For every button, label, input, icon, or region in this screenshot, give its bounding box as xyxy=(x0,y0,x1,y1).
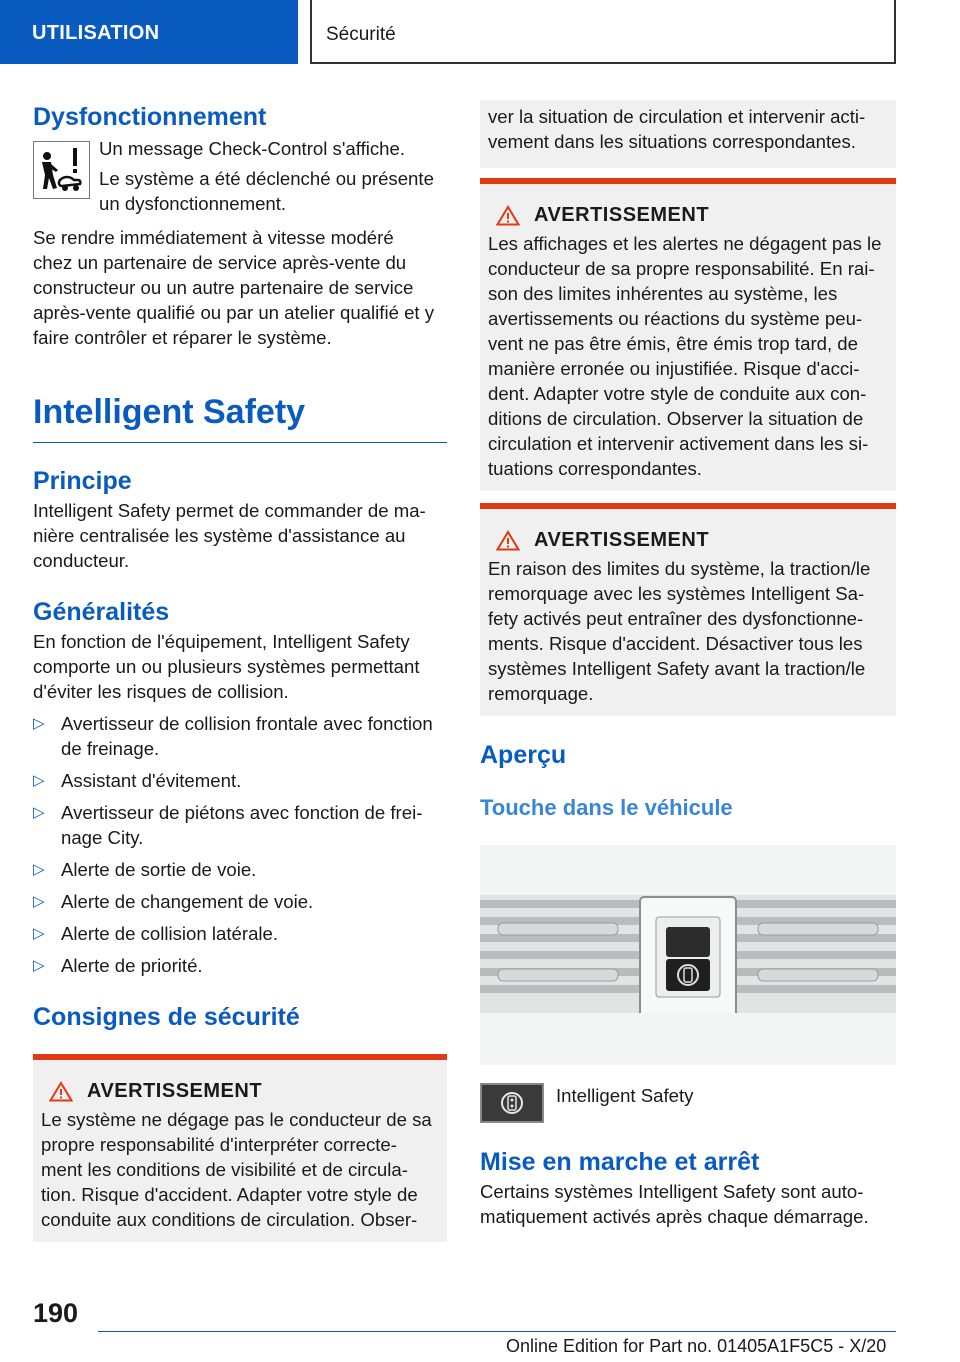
dysfonctionnement-heading: Dysfonctionnement xyxy=(33,103,267,131)
warning-line: ments. Risque d'accident. Désactiver tous les xyxy=(488,633,863,654)
principe-text xyxy=(33,498,447,573)
list-item xyxy=(33,800,447,850)
warning-line: manière erronée ou injustifiée. Risque d'acci- xyxy=(488,358,860,379)
triangle-bullet-icon: ▷ xyxy=(33,957,45,974)
apercu-heading: Aperçu xyxy=(480,741,567,769)
dys-p-line: après-vente qualifié ou par un atelier qualifié et y xyxy=(33,302,435,323)
dys-p-line: constructeur ou un autre partenaire de service xyxy=(33,277,414,298)
warning-box-1 xyxy=(33,1054,447,1242)
warning-title-text: AVERTISSEMENT xyxy=(534,204,710,226)
footer-edition: Online Edition for Part no. 01405A1F5C5 - X/20 xyxy=(506,1336,887,1356)
generalites-line: comporte un ou plusieurs systèmes permettant xyxy=(33,656,420,677)
header-section-tab xyxy=(0,0,298,64)
warning-text xyxy=(41,1107,439,1232)
warning-line: ver la situation de circulation et intervenir acti- xyxy=(488,106,866,127)
warning-text xyxy=(488,231,888,481)
warning-triangle-icon xyxy=(496,205,520,226)
dys-p-line: Se rendre immédiatement à vitesse modéré xyxy=(33,227,394,248)
warning-line: dent. Adapter votre style de conduite aux con- xyxy=(488,383,867,404)
warning-line: vement dans les situations correspondantes. xyxy=(488,131,856,152)
warning-line: vent ne pas être émis, être émis trop tard, de xyxy=(488,333,858,354)
touche-heading: Touche dans le véhicule xyxy=(480,795,733,820)
list-item-text: de freinage. xyxy=(61,738,160,759)
list-item xyxy=(33,711,447,761)
header-chapter-label: Sécurité xyxy=(326,24,396,45)
warning-line: propre responsabilité d'interpréter correcte- xyxy=(41,1134,397,1155)
warning-line: En raison des limites du système, la traction/le xyxy=(488,558,871,579)
dys-messages xyxy=(99,136,449,216)
mise-en-marche-text xyxy=(480,1179,896,1229)
warning-line: avertissements ou réactions du système peu- xyxy=(488,308,863,329)
warning-box-2 xyxy=(480,178,896,491)
triangle-bullet-icon: ▷ xyxy=(33,925,45,942)
triangle-bullet-icon: ▷ xyxy=(33,861,45,878)
list-item-text: Alerte de collision latérale. xyxy=(61,923,279,944)
list-item-text: Avertisseur de collision frontale avec fonction xyxy=(61,713,433,734)
warning-line: ditions de circulation. Observer la situation de xyxy=(488,408,864,429)
warning-triangle-icon xyxy=(49,1081,73,1102)
intelligent-safety-button-icon xyxy=(480,1083,544,1123)
generalites-bullet-list xyxy=(33,711,447,978)
button-caption: Intelligent Safety xyxy=(556,1085,694,1106)
list-item-text: Alerte de sortie de voie. xyxy=(61,859,257,880)
warning-box-3 xyxy=(480,503,896,716)
list-item-text: Alerte de priorité. xyxy=(61,955,203,976)
principe-line: nière centralisée les système d'assistance au xyxy=(33,525,406,546)
warning-line: son des limites inhérentes au système, les xyxy=(488,283,838,304)
triangle-bullet-icon: ▷ xyxy=(33,715,45,732)
mise-en-marche-heading: Mise en marche et arrêt xyxy=(480,1148,760,1176)
principe-line: Intelligent Safety permet de commander de ma- xyxy=(33,500,426,521)
list-item xyxy=(33,768,447,793)
mise-line: matiquement activés après chaque démarrage. xyxy=(480,1206,869,1227)
dys-line-2a: Le système a été déclenché ou présente xyxy=(99,168,434,189)
list-item xyxy=(33,921,447,946)
warning-line: conducteur de sa propre responsabilité. En rai- xyxy=(488,258,875,279)
warning-title xyxy=(496,204,888,227)
triangle-bullet-icon: ▷ xyxy=(33,804,45,821)
warning-line: fety activés peut entraîner des dysfonctionne- xyxy=(488,608,864,629)
mise-line: Certains systèmes Intelligent Safety sont auto- xyxy=(480,1181,864,1202)
warning-title-text: AVERTISSEMENT xyxy=(87,1080,263,1102)
dys-line-1: Un message Check-Control s'affiche. xyxy=(99,138,406,159)
right-column xyxy=(480,100,896,1229)
warning-line: Les affichages et les alertes ne dégagent pas le xyxy=(488,233,882,254)
principe-heading: Principe xyxy=(33,467,132,495)
consignes-heading: Consignes de sécurité xyxy=(33,1003,300,1031)
warning-line: tuations correspondantes. xyxy=(488,458,702,479)
warning-triangle-icon xyxy=(496,530,520,551)
generalites-line: En fonction de l'équipement, Intelligent Safety xyxy=(33,631,410,652)
pedestrian-warning-icon xyxy=(33,141,90,199)
dys-paragraph xyxy=(33,225,447,350)
generalites-heading: Généralités xyxy=(33,598,170,626)
dys-block xyxy=(33,138,447,218)
list-item-text: Alerte de changement de voie. xyxy=(61,891,314,912)
generalites-line: d'éviter les risques de collision. xyxy=(33,681,289,702)
list-item-text: Assistant d'évitement. xyxy=(61,770,242,791)
dys-p-line: faire contrôler et réparer le système. xyxy=(33,327,332,348)
warning-line: ment les conditions de visibilité et de circula- xyxy=(41,1159,408,1180)
list-item-text: Avertisseur de piétons avec fonction de frei- xyxy=(61,802,423,823)
header-chapter-box xyxy=(310,0,896,64)
left-column xyxy=(33,100,447,1242)
list-item xyxy=(33,889,447,914)
vent-button-photo xyxy=(480,845,896,1065)
warning-continuation xyxy=(480,100,896,168)
warning-line: conduite aux conditions de circulation. Obser- xyxy=(41,1209,418,1230)
warning-line: circulation et intervenir activement dans les si- xyxy=(488,433,869,454)
dys-line-2b: un dysfonctionnement. xyxy=(99,193,287,214)
button-legend xyxy=(480,1083,896,1123)
warning-title xyxy=(49,1080,439,1103)
list-item xyxy=(33,857,447,882)
dys-p-line: chez un partenaire de service après-vente du xyxy=(33,252,407,273)
header-section-label: UTILISATION xyxy=(32,22,160,44)
warning-line: remorquage avec les systèmes Intelligent Sa- xyxy=(488,583,865,604)
list-item-text: nage City. xyxy=(61,827,144,848)
intelligent-safety-heading: Intelligent Safety xyxy=(33,392,447,443)
generalites-text xyxy=(33,629,447,704)
warning-title xyxy=(496,529,888,552)
warning-text xyxy=(488,556,888,706)
warning-line: systèmes Intelligent Safety avant la traction/le xyxy=(488,658,866,679)
warning-line: remorquage. xyxy=(488,683,594,704)
footer-rule xyxy=(98,1331,896,1332)
warning-line: tion. Risque d'accident. Adapter votre style de xyxy=(41,1184,418,1205)
warning-line: Le système ne dégage pas le conducteur de sa xyxy=(41,1109,432,1130)
warning-title-text: AVERTISSEMENT xyxy=(534,529,710,551)
triangle-bullet-icon: ▷ xyxy=(33,772,45,789)
principe-line: conducteur. xyxy=(33,550,130,571)
triangle-bullet-icon: ▷ xyxy=(33,893,45,910)
list-item xyxy=(33,953,447,978)
page-number: 190 xyxy=(33,1298,79,1328)
